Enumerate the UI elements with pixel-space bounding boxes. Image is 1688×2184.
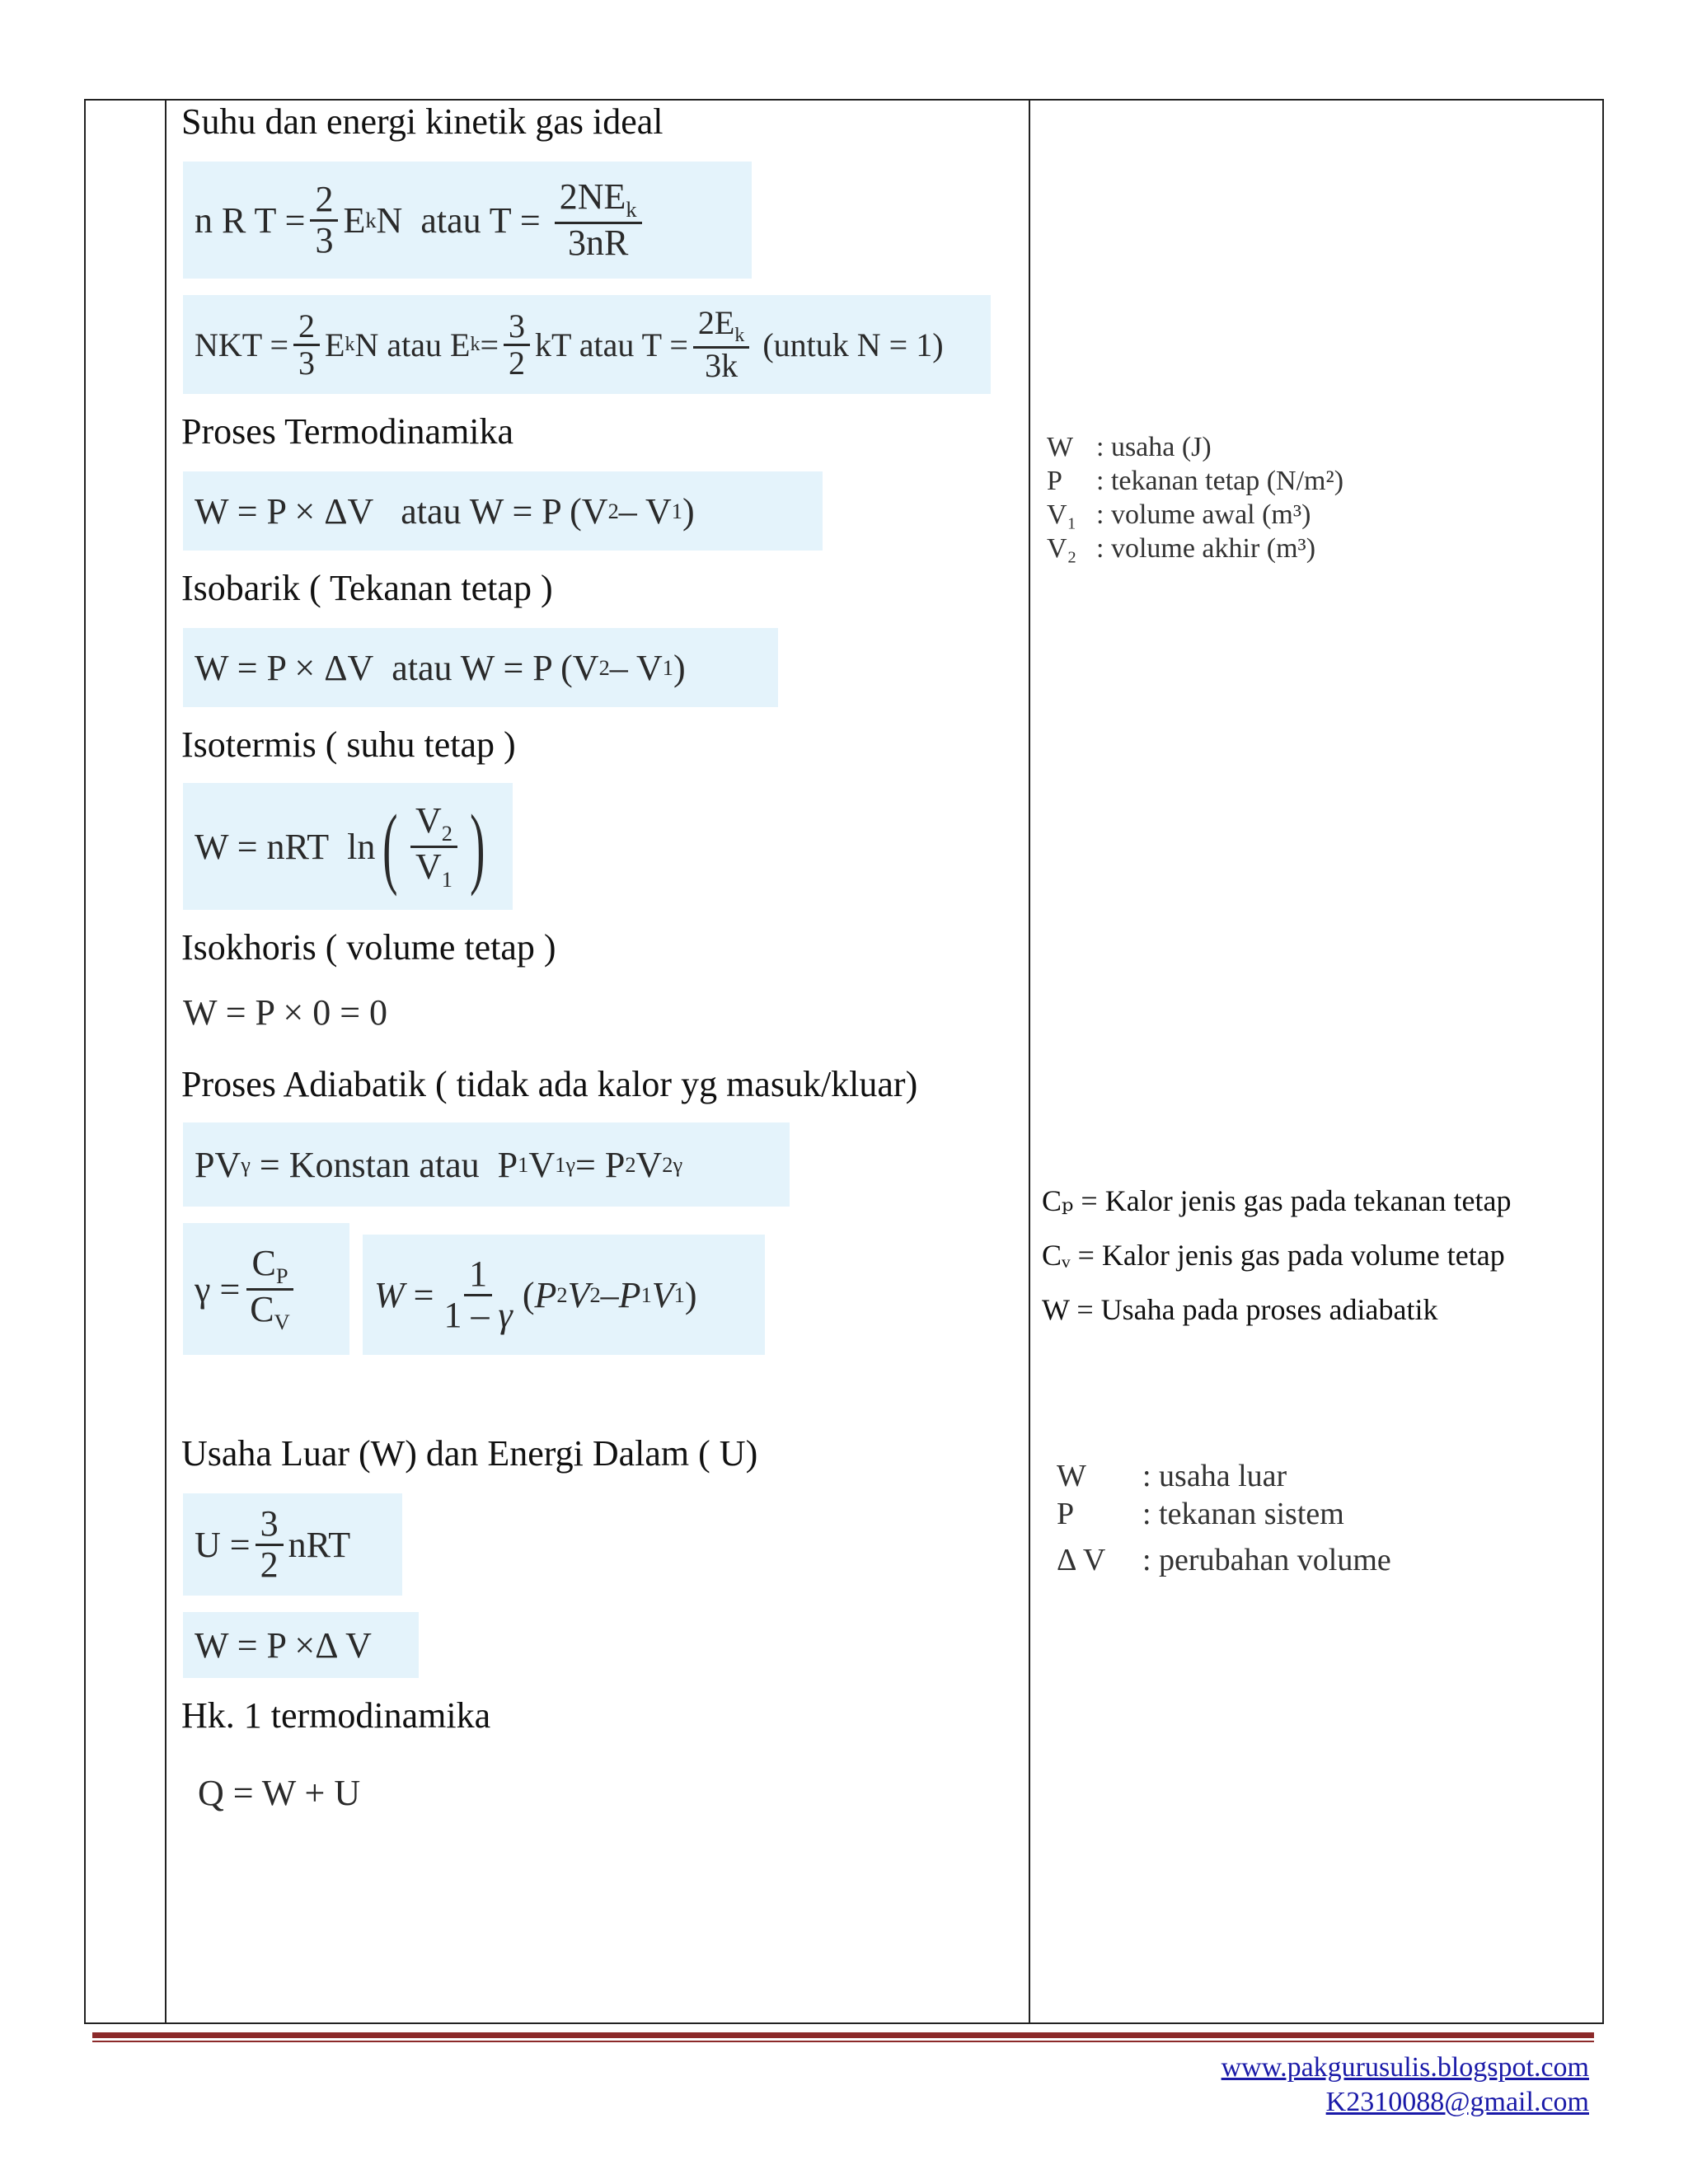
legend-row: P : tekanan sistem: [1057, 1497, 1344, 1531]
legend-row: V₁ : volume awal (m³): [1047, 499, 1311, 530]
legend-adiabatik: [1042, 1174, 1512, 1337]
heading-hukum1: Hk. 1 termodinamika: [181, 1695, 491, 1736]
heading-proses: Proses Termodinamika: [181, 411, 514, 452]
legend-line: Cᵥ = Kalor jenis gas pada volume tetap: [1042, 1239, 1505, 1272]
formula-isotermis: W = nRT ln ( $\frac{V_2}{V_1}$ ): [183, 783, 513, 910]
formula-isobarik: W = P × ΔV atau W = P (V 2 – V 1 ): [183, 628, 778, 707]
formula-nrt: n R T = $\frac{2}{3}$ E k N atau T = $\frac{2NE_k}{3nR}$: [183, 162, 752, 279]
formula-nkt: NKT = $\frac{2}{3}$ E k N atau E k = $\frac{3}{2}$ kT atau T = $\frac{2E_k}{3k}$ (untuk N = 1): [183, 295, 991, 394]
legend-row: P : tekanan tetap (N/m²): [1047, 466, 1344, 496]
heading-isokhoris: Isokhoris ( volume tetap ): [181, 927, 556, 968]
column-divider-1: [165, 101, 166, 2022]
formula-hukum1: Q = W + U: [198, 1772, 361, 1813]
footer-rule-thin: [92, 2041, 1594, 2042]
column-divider-2: [1029, 101, 1030, 2022]
legend-row: V₂ : volume akhir (m³): [1047, 533, 1316, 564]
formula-adiabatik-konstan: PV γ = Konstan atau P 1 V 1 γ = P 2 V 2 γ: [183, 1122, 790, 1207]
formula-proses-w: W = P × ΔV atau W = P (V 2 – V 1 ): [183, 471, 823, 551]
footer-rule: [92, 2032, 1594, 2038]
email-link[interactable]: K2310088@gmail.com: [1325, 2087, 1589, 2117]
legend-line: W = Usaha pada proses adiabatik: [1042, 1293, 1438, 1326]
formula-isokhoris: W = P × 0 = 0: [183, 991, 388, 1033]
heading-isotermis: Isotermis ( suhu tetap ): [181, 724, 516, 765]
website-link[interactable]: www.pakgurusulis.blogspot.com: [1221, 2052, 1589, 2083]
formula-adiabatik-w: W = $\frac{1}{1 - \gamma}$ ( P 2 V 2 – P 1 V 1 ): [363, 1235, 765, 1355]
legend-row: W : usaha luar: [1057, 1459, 1287, 1493]
legend-proses: [1047, 430, 1343, 565]
formula-usaha-luar: W = P ×Δ V: [183, 1612, 419, 1678]
heading-adiabatik: Proses Adiabatik ( tidak ada kalor yg masuk/kluar): [181, 1064, 918, 1104]
formula-gamma: γ = $\frac{C_P}{C_V}$: [183, 1223, 349, 1355]
legend-row: Δ V : perubahan volume: [1057, 1543, 1391, 1577]
formula-energi-dalam: U = $\frac{3}{2}$ nRT: [183, 1493, 402, 1596]
legend-row: W : usaha (J): [1047, 432, 1212, 462]
legend-usaha: [1057, 1457, 1391, 1579]
legend-line: Cₚ = Kalor jenis gas pada tekanan tetap: [1042, 1184, 1512, 1217]
heading-suhu: Suhu dan energi kinetik gas ideal: [181, 101, 663, 142]
heading-usaha-luar: Usaha Luar (W) dan Energi Dalam ( U): [181, 1433, 758, 1474]
heading-isobarik: Isobarik ( Tekanan tetap ): [181, 568, 553, 608]
